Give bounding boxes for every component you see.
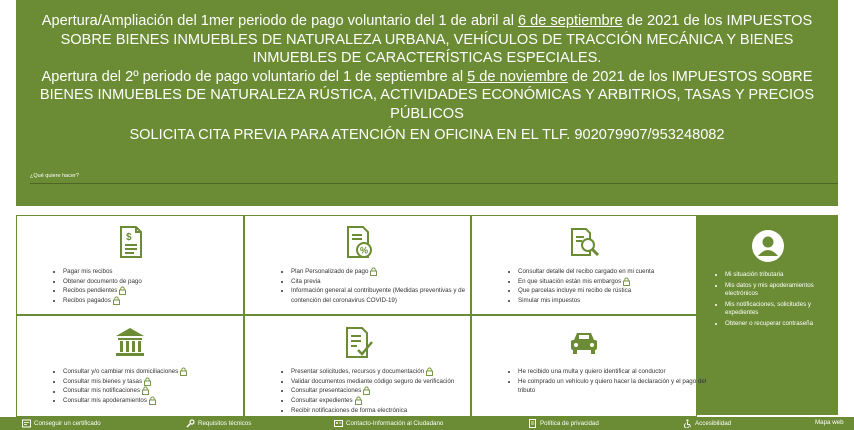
- announcement-text-1a: Apertura/Ampliación del 1mer periodo de pago voluntario del 1 de abril al: [41, 13, 514, 29]
- user-panel-list: [713, 271, 841, 331]
- list-item[interactable]: • Obtener o recuperar contraseña: [725, 320, 841, 329]
- date-link-1[interactable]: 6 de septiembre: [518, 13, 623, 29]
- list-item[interactable]: • Mi situación tributaria: [725, 271, 841, 280]
- checklist-icon[interactable]: [340, 324, 376, 360]
- list-item[interactable]: • Que parcelas incluye mi recibo de rústica: [518, 286, 710, 296]
- list-item[interactable]: • Información general al contribuyente (Medidas preventivas y de contención del coronavirus COVID-19): [291, 286, 481, 305]
- date-link-2[interactable]: 5 de noviembre: [467, 68, 568, 85]
- card-recibos: [16, 215, 244, 315]
- lock-icon: [142, 386, 149, 395]
- lock-icon: [426, 367, 433, 376]
- lock-icon: [144, 377, 151, 386]
- lock-icon: [149, 396, 156, 405]
- user-icon[interactable]: [751, 229, 785, 263]
- footer-accesibilidad-link[interactable]: [683, 419, 731, 428]
- footer-bar: [0, 417, 854, 430]
- lock-icon: [180, 367, 187, 376]
- footer-contacto-label: Contacto-Información al Ciudadano: [346, 420, 444, 427]
- list-item[interactable]: • Consultar mis apoderamientos: [63, 396, 257, 406]
- list-item[interactable]: • Consultar presentaciones: [291, 386, 471, 396]
- footer-accesibilidad-label: Accesibilidad: [695, 420, 732, 427]
- list-item[interactable]: • He recibido una multa y quiero identificar al conductor: [518, 367, 710, 377]
- cita-previa-notice: SOLICITA CITA PREVIA PARA ATENCIÓN EN OFICINA EN EL TLF. 902079907/953248082: [129, 127, 725, 143]
- list-item[interactable]: • Obtener documento de pago: [63, 277, 253, 287]
- announcement-text-2a: Apertura del 2º periodo de pago voluntario del 1 de septiembre al: [41, 68, 464, 85]
- announcement-text: [20, 12, 834, 145]
- contact-card-icon: [334, 419, 343, 428]
- bank-icon[interactable]: [112, 324, 148, 360]
- list-item[interactable]: • Plan Personalizado de pago: [291, 267, 481, 277]
- list-item[interactable]: • Consultar y/o cambiar mis domiciliaciones: [63, 367, 257, 377]
- list-item[interactable]: • Validar documentos mediante código seguro de verificación: [291, 377, 471, 387]
- domiciliaciones-list: [43, 367, 257, 406]
- card-plan-pago: [244, 215, 471, 315]
- footer-privacidad-label: Política de privacidad: [540, 420, 599, 427]
- plan-list: [271, 267, 481, 306]
- user-area-panel: [697, 215, 838, 415]
- svg-text:%: %: [359, 245, 368, 256]
- announcement-paragraph-2: [20, 68, 834, 124]
- lock-icon: [113, 296, 120, 305]
- wrench-icon: [186, 419, 195, 428]
- announcement-paragraph-1: [20, 12, 834, 68]
- list-item[interactable]: • He comprado un vehículo y quiero hacer la declaración y el pago del tributo: [518, 377, 710, 396]
- list-item[interactable]: • En que situación están mis embargos: [518, 277, 710, 287]
- footer-certificado-label: Conseguir un certificado: [34, 420, 101, 427]
- card-consulta-recibo: [471, 215, 697, 315]
- car-icon[interactable]: [566, 324, 602, 360]
- list-item[interactable]: • Consultar expedientes: [291, 396, 471, 406]
- list-item[interactable]: • Cita previa: [291, 277, 481, 287]
- list-item[interactable]: • Pagar mis recibos: [63, 267, 253, 277]
- list-item[interactable]: • Mis datos y mis apoderamientos electrónicos: [725, 282, 841, 299]
- list-item[interactable]: • Recibir notificaciones de forma electrónica: [291, 406, 471, 416]
- lock-icon: [370, 267, 377, 276]
- receipt-icon[interactable]: [112, 224, 148, 260]
- search-label: ¿Qué quiere hacer?: [30, 173, 79, 179]
- document-search-icon[interactable]: [566, 224, 602, 260]
- consulta-list: [498, 267, 710, 306]
- card-solicitudes: [244, 315, 471, 417]
- svg-text:$: $: [126, 232, 132, 243]
- list-item[interactable]: • Consultar mis notificaciones: [63, 386, 257, 396]
- lock-icon: [119, 286, 126, 295]
- footer-certificado-link[interactable]: [22, 419, 101, 428]
- card-vehiculo: [471, 315, 707, 417]
- footer-requisitos-link[interactable]: [186, 419, 251, 428]
- announcement-text-2b: de 2021 de los IMPUESTOS SOBRE BIENES INMUEBLES DE NATURALEZA RÚSTICA, ACTIVIDADES ECONÓMICAS Y ARBITRIOS, TASAS Y PRECIOS PÚBLICOS: [39, 68, 815, 122]
- certificate-icon: [22, 419, 31, 428]
- list-item[interactable]: • Recibos pendientes: [63, 286, 253, 296]
- lock-icon: [355, 396, 362, 405]
- search-input-line[interactable]: [30, 183, 838, 184]
- vehiculo-list: [498, 367, 710, 396]
- tax-document-icon[interactable]: [340, 224, 376, 260]
- list-item[interactable]: • Recibos pagados: [63, 296, 253, 306]
- card-domiciliaciones: [16, 315, 244, 417]
- list-item[interactable]: • Consultar detalle del recibo cargado en mi cuenta: [518, 267, 710, 277]
- privacy-icon: [528, 419, 537, 428]
- accessibility-icon: [683, 419, 692, 428]
- footer-privacidad-link[interactable]: [528, 419, 599, 428]
- list-item[interactable]: • Presentar solicitudes, recursos y documentación: [291, 367, 471, 377]
- recibos-list: [43, 267, 253, 306]
- list-item[interactable]: • Mis notificaciones, solicitudes y expedientes: [725, 301, 841, 318]
- announcement-text-1b: de 2021 de los IMPUESTOS SOBRE BIENES INMUEBLES DE NATURALEZA URBANA, VEHÍCULOS DE TRACCIÓN MECÁNICA Y BIENES INMUEBLES DE CARACTERÍSTICAS ESPECIALES.: [60, 13, 813, 66]
- solicitudes-list: [271, 367, 471, 415]
- announcement-banner: [16, 0, 838, 206]
- list-item[interactable]: • Consultar mis bienes y tasas: [63, 377, 257, 387]
- footer-mapa-label: Mapa web: [815, 419, 844, 426]
- footer-requisitos-label: Requisitos técnicos: [198, 420, 252, 427]
- footer-mapa-link[interactable]: [815, 419, 844, 426]
- lock-icon: [363, 386, 370, 395]
- lock-icon: [623, 277, 630, 286]
- footer-contacto-link[interactable]: [334, 419, 443, 428]
- list-item[interactable]: • Simular mis impuestos: [518, 296, 710, 306]
